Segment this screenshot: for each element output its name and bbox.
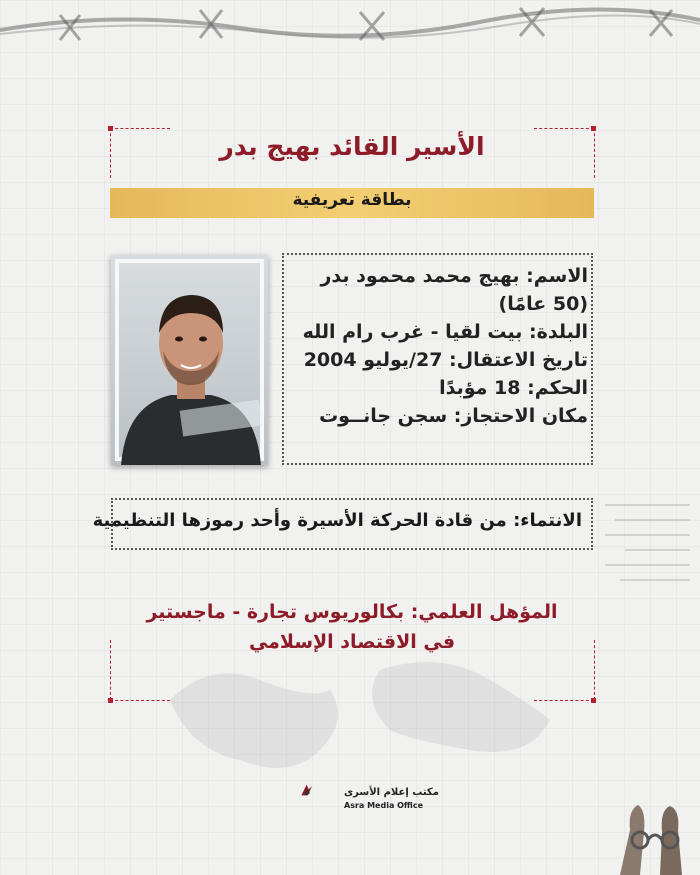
portrait-illustration <box>111 255 268 465</box>
education <box>110 597 594 657</box>
frame-corner-bottom-left <box>110 700 170 701</box>
world-map-watermark <box>150 640 570 790</box>
frame-corner-top-right <box>534 128 594 129</box>
affiliation-text: الانتماء: من قادة الحركة الأسيرة وأحد رموزها التنظيمية <box>92 510 582 531</box>
page-title: الأسير القائد بهيج بدر <box>219 132 485 161</box>
frame-corner-bottom-right <box>534 700 594 701</box>
document-watermark <box>595 495 700 605</box>
frame-dot <box>591 126 596 131</box>
education-line-1: المؤهل العلمي: بكالوريوس تجارة - ماجستير <box>146 601 558 623</box>
frame-dot <box>108 126 113 131</box>
info-arrest-date: تاريخ الاعتقال: 27/يوليو 2004 <box>303 349 588 371</box>
asra-media-logo-icon <box>300 770 340 810</box>
info-name: الاسم: بهيج محمد محمود بدر <box>320 265 588 287</box>
info-sentence: الحكم: 18 مؤبدًا <box>439 377 588 399</box>
prisoner-photo <box>111 255 268 465</box>
info-town: البلدة: بيت لقيا - غرب رام الله <box>302 321 588 343</box>
logo-arabic: مكتب إعلام الأسرى <box>344 787 439 798</box>
subtitle: بطاقة تعريفية <box>292 190 412 210</box>
info-list <box>292 262 588 430</box>
chained-hands-decoration <box>600 770 700 875</box>
info-age: (50 عامًا) <box>498 293 588 315</box>
info-detention: مكان الاحتجاز: سجن جانــوت <box>319 405 588 427</box>
education-line-2: في الاقتصاد الإسلامي <box>248 631 456 653</box>
frame-dot <box>591 698 596 703</box>
logo-english: Asra Media Office <box>344 801 424 810</box>
frame-corner-top-left <box>110 128 170 129</box>
barbed-wire-decoration <box>0 0 700 80</box>
frame-corner-bottom-right-v <box>594 640 595 700</box>
frame-dot <box>108 698 113 703</box>
frame-corner-top-right-v <box>594 128 595 178</box>
